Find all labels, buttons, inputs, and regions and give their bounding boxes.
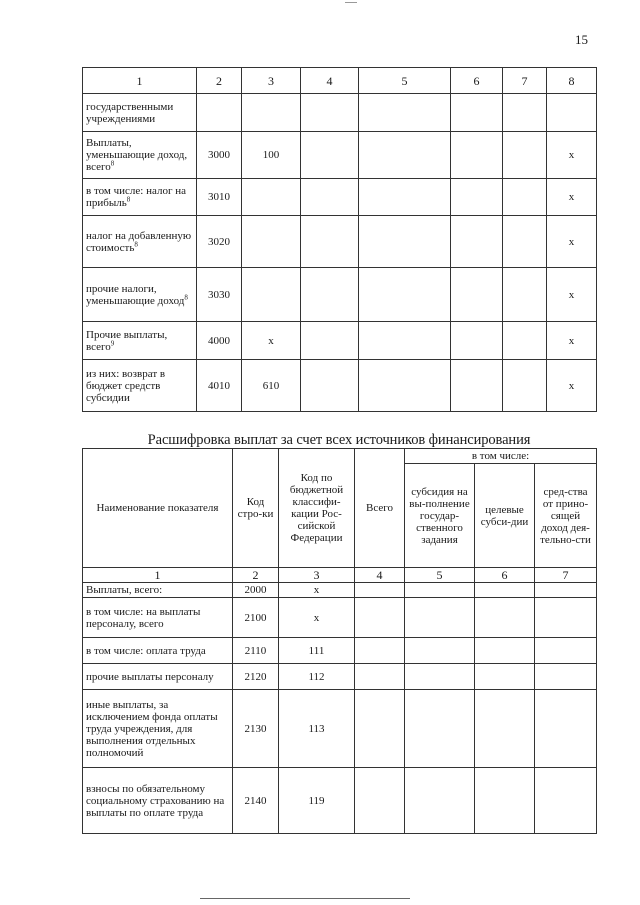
col-num: 5 [405,568,475,583]
col-num: 4 [301,68,359,94]
row-label: Выплаты, всего: [83,583,233,598]
row-label: в том числе: налог на прибыль$^8$ [83,179,197,216]
mark-cell: х [547,132,597,179]
kbk-cell: 113 [279,690,355,768]
header-target-subsidy: целевые субси-дии [475,464,535,568]
header-name: Наименование показателя [83,449,233,568]
row-label: в том числе: на выплаты персоналу, всего [83,598,233,638]
header-including: в том числе: [405,449,597,464]
header-total: Всего [355,449,405,568]
row-label: государственными учреждениями [83,94,197,132]
row-code: 2140 [233,768,279,834]
table-row [83,94,597,132]
col-num: 7 [535,568,597,583]
row-code [197,94,242,132]
row-label: прочие выплаты персоналу [83,664,233,690]
table-row [83,322,597,360]
row-code: 4000 [197,322,242,360]
row-code: 3030 [197,268,242,322]
kbk-cell [242,179,301,216]
mark-cell: х [547,268,597,322]
table-row [83,664,597,690]
kbk-cell: 119 [279,768,355,834]
row-code: 3020 [197,216,242,268]
header-income-funds: сред-ства от прино-сящей доход дея-тельно-сти [535,464,597,568]
footnote-mark: 8 [134,239,138,248]
row-code: 3010 [197,179,242,216]
table-row [83,216,597,268]
table-row [83,268,597,322]
header-kbk: Код по бюджетной классифи-кации Рос-сийской Федерации [279,449,355,568]
row-label: иные выплаты, за исключением фонда оплаты труда учреждения, для выполнения отдельных полномочий [83,690,233,768]
scan-mark [345,2,357,3]
kbk-cell: 112 [279,664,355,690]
col-num: 1 [83,568,233,583]
row-code: 2130 [233,690,279,768]
mark-cell: х [547,360,597,412]
footnote-mark: 8 [126,195,131,204]
col-num: 6 [475,568,535,583]
table-row [83,598,597,638]
table-row [83,360,597,412]
footnote-mark: 9 [110,338,115,347]
mark-cell [547,94,597,132]
row-code: 2110 [233,638,279,664]
row-label: из них: возврат в бюджет средств субсидии [83,360,197,412]
col-num: 8 [547,68,597,94]
col-num: 3 [279,568,355,583]
scan-edge-line [200,898,410,899]
col-num: 2 [233,568,279,583]
table-row [83,768,597,834]
kbk-cell: х [279,598,355,638]
row-code: 2000 [233,583,279,598]
section-caption: Расшифровка выплат за счет всех источников финансирования [147,432,531,448]
header-code: Код стро-ки [233,449,279,568]
table-row [83,690,597,768]
row-label: Выплаты, уменьшающие доход, всего$^8$ [83,132,197,179]
kbk-cell: х [279,583,355,598]
col-num: 1 [83,68,197,94]
table-row [83,179,597,216]
col-num: 4 [355,568,405,583]
row-label: налог на добавленную стоимость$^8$ [83,216,197,268]
kbk-cell: 610 [242,360,301,412]
col-num: 7 [503,68,547,94]
table-row [83,583,597,598]
page-number: 15 [575,32,588,47]
kbk-cell [242,216,301,268]
payments-table-continuation [82,67,597,412]
kbk-cell [242,94,301,132]
mark-cell: х [547,216,597,268]
kbk-cell: х [242,322,301,360]
row-code: 4010 [197,360,242,412]
col-num: 5 [359,68,451,94]
kbk-cell [242,268,301,322]
payments-breakdown-table [82,448,597,834]
col-num: 2 [197,68,242,94]
header-subsidy: субсидия на вы-полнение государ-ственного задания [405,464,475,568]
row-code: 2120 [233,664,279,690]
row-label: прочие налоги, уменьшающие доход$^8$ [83,268,197,322]
row-code: 2100 [233,598,279,638]
row-label: в том числе: оплата труда [83,638,233,664]
col-num: 6 [451,68,503,94]
mark-cell: х [547,322,597,360]
row-label: взносы по обязательному социальному страхованию на выплаты по оплате труда [83,768,233,834]
row-code: 3000 [197,132,242,179]
kbk-cell: 100 [242,132,301,179]
column-numbers-row [83,568,597,583]
column-numbers-row [83,68,597,94]
col-num: 3 [242,68,301,94]
row-label: Прочие выплаты, всего$^9$ [83,322,197,360]
footnote-mark: 8 [110,159,115,168]
kbk-cell: 111 [279,638,355,664]
footnote-mark: 8 [184,292,188,301]
mark-cell: х [547,179,597,216]
header-row [83,449,597,464]
table-row [83,132,597,179]
table-row [83,638,597,664]
